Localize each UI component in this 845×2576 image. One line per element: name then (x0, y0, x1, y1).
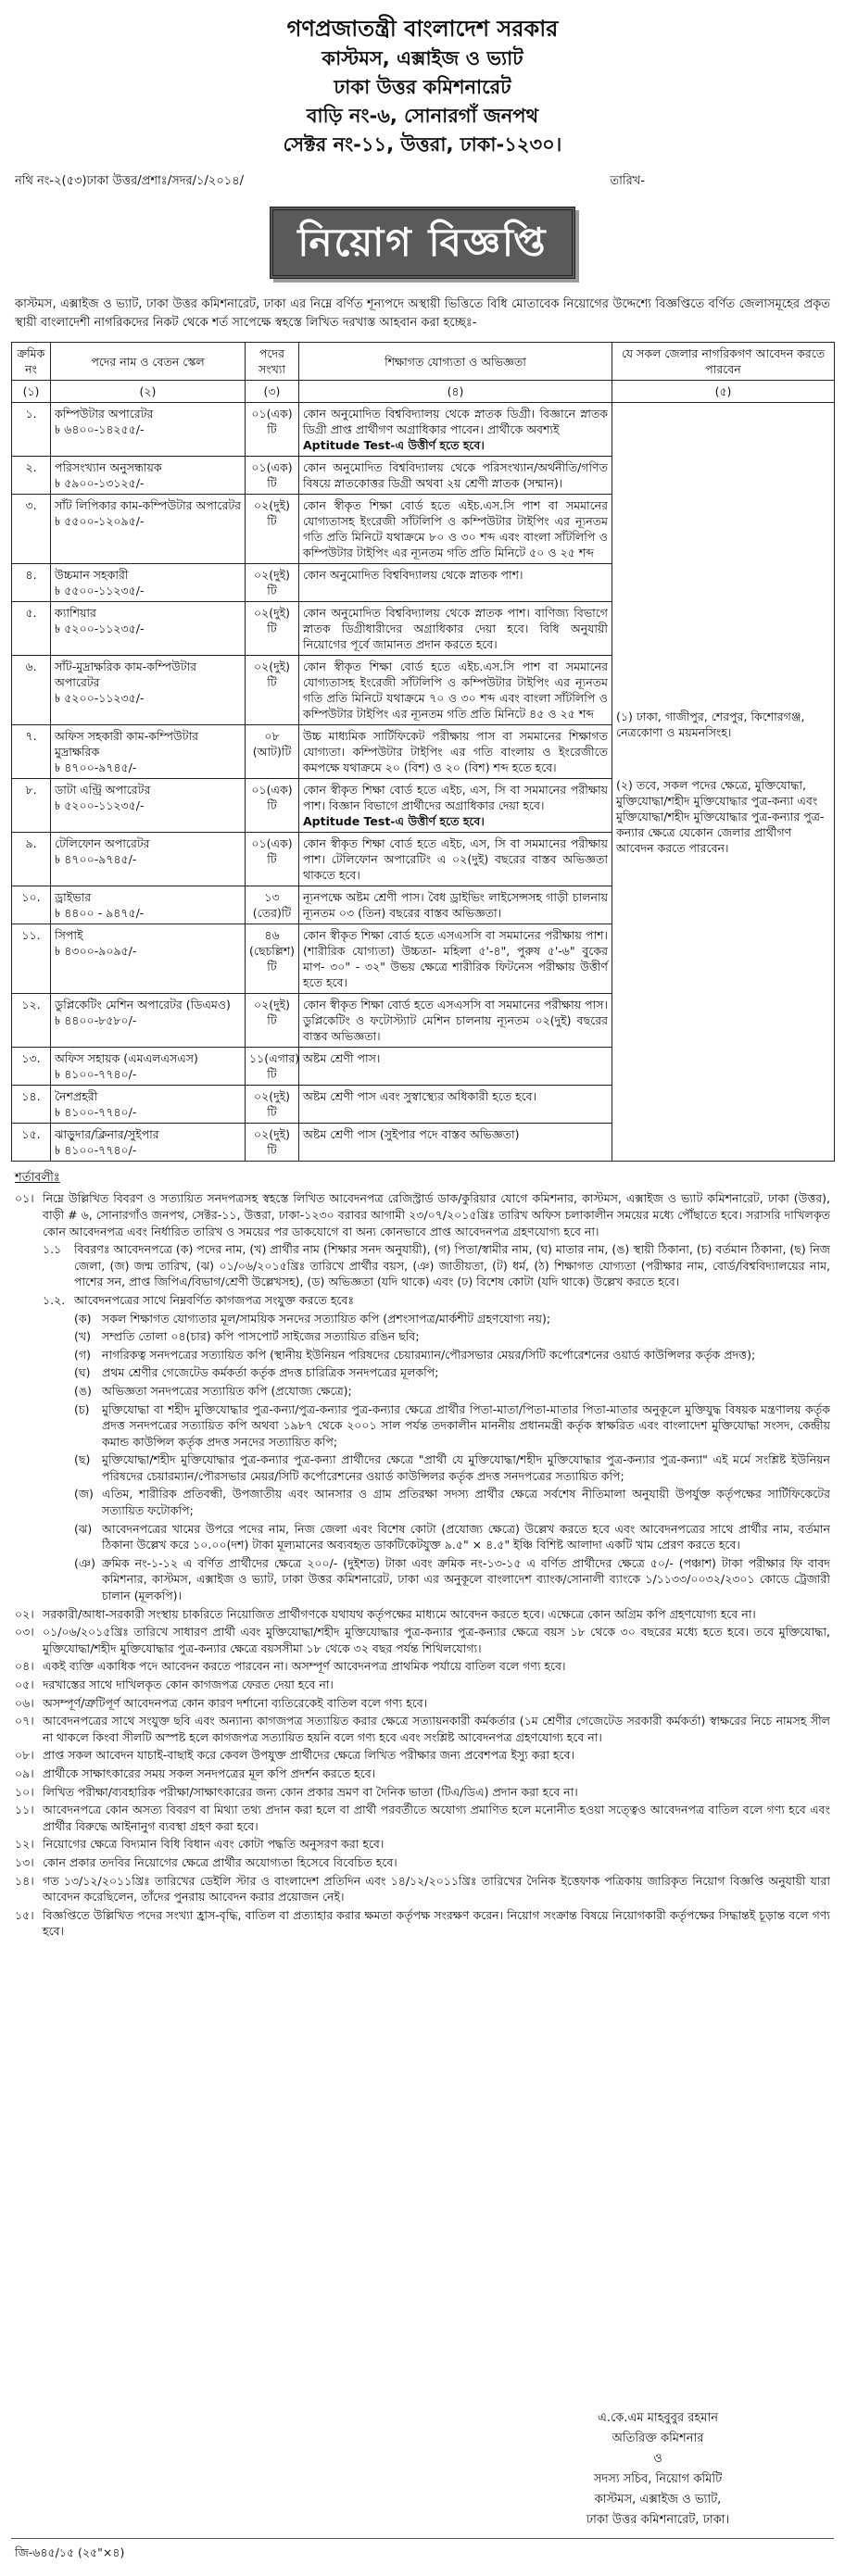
term-subitem (43, 1292, 830, 1309)
qualification-cell (299, 656, 612, 725)
qualification-cell (299, 924, 612, 994)
qualification-cell (299, 779, 612, 833)
term-subitem (43, 1241, 830, 1290)
reference-line (11, 174, 834, 190)
term-text: সকল শিক্ষাগত যোগ্যতার মূল/সাময়িক সনদের সত্যায়িত কপি (প্রশংসাপত্র/মার্কশীট গ্রহণযোগ্য নয়); (102, 1311, 551, 1326)
term-text: প্রাপ্ত সকল আবেদন যাচাই-বাছাই করে কেবল উপযুক্ত প্রার্থীদের ক্ষেত্রে লিখিত পরীক্ষার জন্য প্রবেশপত্র ইস্যু করা হবে। (43, 1748, 574, 1763)
qualification-cell (299, 403, 612, 457)
term-text: আবেদনপত্রে কোন অসত্য বিবরণ বা মিথ্যা তথ্য প্রদান করা হলে বা প্রার্থী পরবর্তীতে অযোগ্য প্রমাণিত হলে মনোনীত হওয়া সত্ত্বেও আবেদনপত্র বাতিল বলে গণ্য হবে এবং প্রার্থীর বিরুদ্ধে আইনানুগ ব্যবস্থা গ্রহণ করা হবে। (43, 1803, 830, 1833)
term-item (15, 1606, 830, 1623)
term-number: ০৬। (15, 1695, 34, 1710)
row-post-cell (51, 833, 246, 886)
term-number: ১.১ (43, 1242, 62, 1257)
row-post-cell (51, 1048, 246, 1086)
term-text: প্রার্থীকে সাক্ষাৎকারের সময় সকল সনদপত্রের মূল কপি প্রদর্শন করতে হবে। (43, 1766, 376, 1780)
post-count: ০২(দুই) টি (246, 564, 299, 602)
term-number: ১৪। (15, 1873, 34, 1888)
post-name: ডাটা এন্ট্রি অপারেটর (55, 783, 151, 798)
row-serial: ১৫. (12, 1124, 51, 1162)
post-name: উচ্চমান সহকারী (55, 568, 129, 583)
row-post-cell (51, 656, 246, 725)
term-text: সম্প্রতি তোলা ০৪(চার) কপি পাসপোর্ট সাইজের সত্যায়িত রঙিন ছবি; (102, 1329, 420, 1344)
table-row (12, 403, 835, 457)
row-serial: ১৪. (12, 1086, 51, 1124)
pay-scale: ৳ ৪১০০-৭৭৪০/- (55, 1143, 137, 1158)
post-name: সিপাই (55, 928, 83, 943)
pay-scale: ৳ ৬৪০০-১৪২৫৫/- (55, 422, 145, 437)
term-number: ১৩। (15, 1854, 34, 1869)
qualification-cell (299, 564, 612, 602)
term-number: ০৫। (15, 1678, 34, 1691)
term-item (15, 1677, 830, 1693)
document-item (74, 1401, 830, 1451)
qualification-text: কোন স্বীকৃত শিক্ষা বোর্ড হতে এসএসসি বা সমমানের পরীক্ষায় পাস। ডুপ্লিকেটিং ও ফটোস্ট্যাট মেশিন চালনায় ন্যূনতম ০২(দুই) বছরের বাস্তব অভিজ্ঞতা। (303, 998, 608, 1044)
post-count: ০১(এক) টি (246, 833, 299, 886)
term-text: নিয়োগের ক্ষেত্রে বিদ্যমান বিধি বিধান এবং কোটা পদ্ধতি অনুসরণ করা হবে। (43, 1837, 385, 1852)
pay-scale: ৳ ৪৩০০-৯০৯৫/- (55, 944, 137, 959)
term-text: এতিম, শারীরিক প্রতিবন্ধী, উপজাতীয় এবং আনসার ও গ্রাম প্রতিরক্ষা সদস্য প্রার্থীর ক্ষেত্রে সর্বশেষ নীতিমালা অনুযায়ী উপর্যুক্ত কর্তৃপক্ষের সার্টিফিকেটের সত্যায়িত ফটোকপি; (102, 1487, 830, 1518)
qualification-cell (299, 457, 612, 495)
document-item (74, 1521, 830, 1553)
post-count: ১১(এগার) টি (246, 1048, 299, 1086)
term-number: ১.২. (43, 1292, 66, 1307)
signatory-title: অতিরিক্ত কমিশনার (612, 2431, 704, 2445)
post-count: ০১(এক) টি (246, 403, 299, 457)
post-count: ০১(এক) টি (246, 457, 299, 495)
post-count: ০২(দুই) টি (246, 1086, 299, 1124)
terms-section (11, 1190, 834, 1940)
row-post-cell (51, 994, 246, 1048)
row-post-cell (51, 1086, 246, 1124)
commissionerate-name: ঢাকা উত্তর কমিশনারেট (334, 76, 511, 98)
footer-divider (11, 2538, 834, 2539)
qualification-cell (299, 833, 612, 886)
qualification-text: কোন অনুমোদিত বিশ্ববিদ্যালয় থেকে পরিসংখ্যান/অর্থনীতি/গণিত বিষয়ে স্নাতকোত্তর ডিগ্রী অথবা ২য় শ্রেণী স্নাতক (সম্মান)। (303, 460, 608, 491)
row-serial: ৮. (12, 779, 51, 833)
term-number: ১৫। (15, 1907, 34, 1922)
index-cell: (৫) (612, 381, 835, 403)
document-item (74, 1347, 830, 1363)
term-text: গত ১৩/১২/২০১১খ্রিঃ তারিখের ডেইলি স্টার ও বাংলাদেশ প্রতিদিন এবং ১৪/১২/২০১১খ্রিঃ তারিখের দৈনিক ইত্তেফাক পত্রিকায় জারিকৃত নিয়োগ বিজ্ঞপ্তি অনুযায়ী যারা আবেদন করেছিলেন, তাঁদের পুনরায় আবেদন করার প্রয়োজন নেই। (43, 1873, 830, 1904)
qualification-text: কোন অনুমোদিত বিশ্ববিদ্যালয় থেকে স্নাতক পাশ। (303, 568, 523, 583)
term-item (15, 1766, 830, 1782)
term-text: লিখিত পরীক্ষা/ব্যবহারিক পরীক্ষা/সাক্ষাৎকারের জন্য কোন প্রকার ভ্রমণ বা দৈনিক ভাতা (টিএ/ডিএ) প্রদান করা হবে না। (43, 1784, 578, 1799)
header-post-count: পদের সংখ্যা (246, 343, 299, 381)
header-qualification: শিক্ষাগত যোগ্যতা ও অভিজ্ঞতা (299, 343, 612, 381)
address-line-1: বাড়ি নং-৬, সোনারগাঁ জনপথ (306, 105, 539, 127)
row-serial: ৩. (12, 495, 51, 564)
date-label: তারিখ- (610, 174, 645, 188)
row-serial: ৯. (12, 833, 51, 886)
document-item (74, 1364, 830, 1381)
term-number: (ঞ) (74, 1555, 95, 1570)
post-count: ০২(দুই) টি (246, 1124, 299, 1162)
term-item (15, 1190, 830, 1239)
file-number: নথি নং-২(৫৩)ঢাকা উত্তর/প্রশাঃ/সদর/১/২০১৪/ (15, 174, 245, 188)
post-count: ০৮ (আট)টি (246, 725, 299, 779)
pay-scale: ৳ ৫৫০০-১২০৯৫/- (55, 514, 145, 529)
row-post-cell (51, 886, 246, 924)
qualification-text: কোন স্বীকৃত শিক্ষা বোর্ড হতে এইচ.এস.সি পাশ বা সমমানের যোগ্যতাসহ ইংরেজী সাঁটলিপি ও কম্পিউটার টাইপিং এর ন্যূনতম গতি প্রতি মিনিটে যথাক্রমে ৭০ ও ৩০ শব্দ এবং বাংলা সাঁটলিপি ও কম্পিউটার টাইপিং এর ন্যূনতম গতি প্রতি মিনিটে ৪৫ ও ২৫ শব্দ (303, 660, 608, 722)
post-name: কম্পিউটার অপারেটর (55, 407, 154, 421)
term-item (15, 1624, 830, 1656)
post-name: পরিসংখ্যান অনুসন্ধায়ক (55, 460, 162, 475)
row-serial: ৪. (12, 564, 51, 602)
index-cell: (১) (12, 381, 51, 403)
term-item (15, 1747, 830, 1764)
term-number: (ক) (74, 1311, 92, 1326)
government-title: গণপ্রজাতন্ত্রী বাংলাদেশ সরকার (286, 16, 559, 42)
row-serial: ১১. (12, 924, 51, 994)
post-count: ০২(দুই) টি (246, 656, 299, 725)
aptitude-test-note: Aptitude Test-এ উত্তীর্ণ হতে হবে। (303, 438, 485, 453)
document-item (74, 1555, 830, 1604)
term-number: (ঝ) (74, 1521, 93, 1536)
term-text: মুক্তিযোদ্ধা বা শহীদ মুক্তিযোদ্ধার পুত্র-কন্যা/পুত্র-কন্যার পুত্র-কন্যার ক্ষেত্রে প্রার্থীর পিতা-মাতা/পিতা-মাতার পিতা-মাতার অনুকূলে মুক্তিযুদ্ধ বিষয়ক মন্ত্রণালয় কর্তৃক প্রদত্ত সনদপত্রের সত্যায়িত কপি অথবা ১৯৮৭ থেকে ২০০১ সাল পর্যন্ত তদকালীন মাননীয় প্রধানমন্ত্রী কর্তৃক স্বাক্ষরিত এবং বাংলাদেশ মুক্তিযোদ্ধা সংসদ, কেন্দ্রীয় কমান্ড কাউন্সিল কর্তৃক প্রদত্ত সনদের সত্যায়িত কপি; (102, 1401, 830, 1449)
term-number: ১০। (15, 1784, 34, 1799)
row-post-cell (51, 403, 246, 457)
term-text: ০১/০৬/২০১৫খ্রিঃ তারিখে সাধারণ প্রার্থী এবং মুক্তিযোদ্ধা/শহীদ মুক্তিযোদ্ধার পুত্র-কন্যার পুত্র-কন্যার ক্ষেত্রে বয়স ১৮ থেকে ৩০ বছরের মধ্যে হতে হবে। তবে মুক্তিযোদ্ধা, মুক্তিযোদ্ধা/শহীদ মুক্তিযোদ্ধার পুত্র-কন্যার ক্ষেত্রে বয়সসীমা ১৮ থেকে ৩২ বছর পর্যন্ত শিথিলযোগ্য। (43, 1625, 830, 1655)
pay-scale: ৳ ৫৯০০-১৩১২৫/- (55, 476, 145, 491)
qualification-text: কোন স্বীকৃত শিক্ষা বোর্ড হতে এসএসসি বা সমমানের পরীক্ষায় পাশ। (শারীরিক যোগ্যতা) উচ্চতা- মহিলা ৫'-৪", পুরুষ ৫'-৬" বুকের মাপ- ৩০" - ৩২" উভয় ক্ষেত্রে শারীরিক ফিটনেস পরীক্ষায় উত্তীর্ণ হতে হবে। (303, 928, 608, 990)
qualification-cell (299, 1048, 612, 1086)
row-post-cell (51, 457, 246, 495)
post-count: ০২(দুই) টি (246, 495, 299, 564)
term-text: নিম্নে উল্লিখিত বিবরণ ও সত্যায়িত সনদপত্রসহ স্বহস্তে লিখিত আবেদনপত্র রেজিস্ট্রার্ড ডাক/কুরিয়ার যোগে কমিশনার, কাস্টমস, এক্সাইজ ও ভ্যাট কমিশনারেট, ঢাকা (উত্তর), বাড়ী # ৬, সোনারগাঁও জনপথ, সেক্টর-১১, উত্তরা, ঢাকা-১২৩০ বরাবর আগামী ২৩/০৭/২০১৫খ্রিঃ তারিখ অফিস চলাকালীন সময়ের মধ্যে পৌঁছাতে হবে। সরাসরি দাখিলকৃত কোন আবেদনপত্র এবং নির্ধারিত তারিখ ও সময়ের পর ডাকযোগে বা অন্য কোনভাবে প্রাপ্ত আবেদনপত্র গ্রহণযোগ্য হবে না। (43, 1191, 830, 1238)
row-post-cell (51, 779, 246, 833)
row-serial: ৫. (12, 602, 51, 656)
post-name: অফিস সহায়ক (এমএলএসএস) (55, 1051, 198, 1066)
districts-list: (১) ঢাকা, গাজীপুর, শেরপুর, কিশোরগঞ্জ, নেত্রকোণা ও ময়মনসিংহ। (616, 709, 805, 739)
table-header-row (12, 343, 835, 381)
document-item (74, 1311, 830, 1327)
qualification-cell (299, 1086, 612, 1124)
document-item (74, 1486, 830, 1518)
recruitment-banner: নিয়োগ বিজ্ঞপ্তি (270, 207, 574, 280)
post-name: নৈশপ্রহরী (55, 1089, 98, 1104)
pay-scale: ৳ ৪১০০-৭৭৪০/- (55, 1067, 137, 1082)
document-item (74, 1328, 830, 1345)
row-post-cell (51, 725, 246, 779)
term-number: ১১। (15, 1803, 34, 1817)
row-serial: ৭. (12, 725, 51, 779)
term-number: (জ) (74, 1487, 94, 1502)
post-name: টেলিফোন অপারেটর (55, 836, 150, 851)
table-index-row (12, 381, 835, 403)
term-number: ০৯। (15, 1766, 34, 1780)
header-serial: ক্রমিক নং (12, 343, 51, 381)
qualification-cell (299, 1124, 612, 1162)
term-item (15, 1784, 830, 1801)
post-name: সাঁট-মুদ্রাক্ষরিক কাম-কম্পিউটার অপারেটর (55, 660, 197, 690)
banner-wrap (11, 207, 834, 280)
eligible-districts-cell (612, 403, 835, 1162)
index-cell: (৪) (299, 381, 612, 403)
qualification-text: ন্যূনপক্ষে অষ্টম শ্রেণী পাস। বৈধ ড্রাইভিং লাইসেন্সসহ গাড়ী চালনায় ন্যূনতম ০৩ (তিন) বছরের বাস্তব অভিজ্ঞতা। (303, 890, 608, 921)
term-number: ০৪। (15, 1659, 34, 1674)
row-post-cell (51, 495, 246, 564)
office-header (11, 13, 834, 159)
qualification-cell (299, 725, 612, 779)
row-serial: ৬. (12, 656, 51, 725)
term-text: বিজ্ঞপ্তিতে উল্লিখিত পদের সংখ্যা হ্রাস-বৃদ্ধি, বাতিল বা প্রত্যাহার করার ক্ষমতা কর্তৃপক্ষ সংরক্ষণ করেন। নিয়োগ সংক্রান্ত বিষয়ে নিয়োগকারী কর্তৃপক্ষের সিদ্ধান্তই চূড়ান্ত বলে গণ্য হবে। (43, 1907, 830, 1939)
term-item (15, 1802, 830, 1834)
term-text: কোন প্রকার তদবির নিয়োগের ক্ষেত্রে প্রার্থীর অযোগ্যতা হিসেবে বিবেচিত হবে। (43, 1854, 397, 1869)
header-districts: যে সকল জেলার নাগরিকগণ আবেদন করতে পারবেন (612, 343, 835, 381)
signatory-office: ঢাকা উত্তর কমিশনারেট, ঢাকা। (586, 2513, 730, 2527)
term-number: (গ) (74, 1347, 91, 1362)
document-item (74, 1383, 830, 1400)
post-count: ০১(এক) টি (246, 779, 299, 833)
term-item (15, 1836, 830, 1853)
term-text: দরখাস্তের সাথে দাখিলকৃত কোন কাগজপত্র ফেরত দেয়া হবে না। (43, 1678, 334, 1691)
term-text: অসম্পূর্ণ/ত্রুটিপূর্ণ আবেদনপত্র কোন কারণ দর্শানো ব্যতিরেকেই বাতিল বলে গণ্য হবে। (43, 1695, 428, 1710)
qualification-text: অষ্টম শ্রেণী পাস (সুইপার পদে বাস্তব অভিজ্ঞতা) (303, 1127, 520, 1142)
memo-code: জি-৬৪৫/১৫ (২৫"×৪) (15, 2545, 125, 2559)
post-count: ৪৬ (ছেচল্লিশ) টি (246, 924, 299, 994)
term-number: ০৮। (15, 1748, 34, 1763)
post-count: ০২(দুই) টি (246, 602, 299, 656)
qualification-text: কোন স্বীকৃত শিক্ষা বোর্ড হতে এইচ, এস, সি বা সমমানের পরীক্ষায় পাশ। বিজ্ঞান বিভাগে প্রার্থীদের অগ্রাধিকার দেয়া হবে। (303, 783, 608, 813)
post-name: ড্রাইভার (55, 890, 92, 905)
term-number: (ছ) (74, 1452, 91, 1467)
qualification-text: কোন স্বীকৃত শিক্ষা বোর্ড হতে এইচ.এস.সি পাশ বা সমমানের যোগ্যতাসহ ইংরেজী সাঁটলিপি ও কম্পিউটার টাইপিং এর ন্যূনতম গতি প্রতি মিনিটে যথাক্রমে ৮০ ও ৩০ শব্দ এবং বাংলা সাঁটলিপি ও কম্পিউটার টাইপিং এর ন্যূনতম গতি প্রতি মিনিটে ৫০ ও ২৫ শব্দ (303, 498, 608, 560)
pay-scale: ৳ ৫২০০-১১২৩৫/- (55, 798, 145, 813)
terms-title: শর্তাবলীঃ (15, 1171, 60, 1186)
qualification-cell (299, 994, 612, 1048)
term-text: আবেদনপত্রের খামের উপরে পদের নাম, নিজ জেলা এবং বিশেষ কোটা (প্রযোজ্য ক্ষেত্রে) উল্লেখ করতে হবে এবং আবেদনপত্রের সাথে প্রার্থীর নাম, বর্তমান ঠিকানা উল্লেখ করে ১০.০০(দশ) টাকা মূল্যমানের অব্যবহৃত ডাকটিকেটযুক্ত ৯.৫" × ৪.৫" ইঞ্চি বিশিষ্ট আলাদা একটি খাম প্রেরণ করতে হবে। (102, 1521, 830, 1552)
document-item (74, 1451, 830, 1484)
post-name: ঝাড়ুদার/ক্লিনার/সুইপার (55, 1127, 159, 1142)
term-item (15, 1695, 830, 1712)
pay-scale: ৳ ৪৪০০-৮৫৮০/- (55, 1013, 137, 1028)
qualification-cell (299, 495, 612, 564)
signatory-department: কাস্টমস, এক্সাইজ ও ভ্যাট, (594, 2493, 722, 2507)
post-count: ১৩ (তের)টি (246, 886, 299, 924)
table-body (12, 403, 835, 1162)
header-post-name: পদের নাম ও বেতন স্কেল (51, 343, 246, 381)
term-text: সরকারী/আধা-সরকারী সংস্থায় চাকরিতে নিয়োজিত প্রার্থীগণকে যথাযথ কর্তৃপক্ষের মাধ্যমে আবেদন করতে হবে। এক্ষেত্রে কোন অগ্রিম কপি গ্রহণযোগ্য হবে না। (43, 1606, 756, 1621)
term-text: নাগরিকত্ব সনদপত্রের সত্যায়িত কপি (স্থানীয় ইউনিয়ন পরিষদের চেয়ারম্যান/পৌরসভার মেয়র/সিটি কর্পোরেশনের ওয়ার্ড কাউন্সিলর কর্তৃক প্রদত্ত); (102, 1347, 756, 1362)
post-name: সাঁট লিপিকার কাম-কম্পিউটার অপারেটর (55, 498, 242, 513)
address-line-2: সেক্টর নং-১১, উত্তরা, ঢাকা-১২৩০। (283, 133, 562, 156)
qualification-text: উচ্চ মাধ্যমিক সার্টিফিকেট পরীক্ষায় পাস বা সমমানের শিক্ষাগত যোগ্যতা। কম্পিউটার টাইপিং এর গতি বাংলায় ও ইংরেজীতে কমপক্ষে যথাক্রমে ২০ (বিশ) ও ২০ (বিশ) শব্দ হতে হবে। (303, 729, 608, 775)
freedom-fighter-quota-note: (২) তবে, সকল পদের ক্ষেত্রে, মুক্তিযোদ্ধা, মুক্তিযোদ্ধা/শহীদ মুক্তিযোদ্ধার পুত্র-কন্যা এবং মুক্তিযোদ্ধা/শহীদ মুক্তিযোদ্ধার পুত্র-কন্যার পুত্র-কন্যার ক্ষেত্রে যেকোন জেলার প্রার্থীগণ আবেদন করতে পারবেন। (616, 777, 825, 855)
pay-scale: ৳ ৫৫০০-১১২৩৫/- (55, 584, 145, 598)
row-post-cell (51, 1124, 246, 1162)
qualification-text: কোন অনুমোদিত বিশ্ববিদ্যালয় থেকে স্নাতক ডিগ্রী। বিজ্ঞানে স্নাতক ডিগ্রী প্রাপ্ত প্রার্থীগণ অগ্রাধিকার পাবেন। প্রার্থীকে অবশ্যই (303, 407, 608, 437)
term-number: (চ) (74, 1401, 90, 1416)
term-text: একই ব্যক্তি একাধিক পদে আবেদন করতে পারবেন না। অসম্পূর্ণ আবেদনপত্র প্রাথমিক পর্যায়ে বাতিল বলে গণ্য হবে। (43, 1659, 566, 1674)
term-number: (ঘ) (74, 1365, 91, 1380)
intro-paragraph: কাস্টমস, এক্সাইজ ও ভ্যাট, ঢাকা উত্তর কমিশনারেট, ঢাকা এর নিম্নে বর্ণিত শূন্যপদে অস্থায়ী ভিত্তিতে বিধি মোতাবেক নিয়োগের উদ্দেশ্যে বিজ্ঞপ্তিতে বর্ণিত জেলাসমূহের প্রকৃত স্থায়ী বাংলাদেশী নাগরিকদের নিকট থেকে শর্ত সাপেক্ষে স্বহস্তে লিখিত দরখাস্ত আহবান করা হচ্ছেঃ- (15, 297, 830, 331)
vacancy-table (11, 342, 835, 1162)
term-item (15, 1854, 830, 1871)
qualification-text: কোন স্বীকৃত শিক্ষা বোর্ড হতে এইচ, এস, সি বা সমমানের পরীক্ষায় পাশ। টেলিফোন অপারেটিং এ ০২(দুই) বছরের বাস্তব অভিজ্ঞতা থাকতে হবে। (303, 836, 608, 883)
post-name: ক্যাশিয়ার (55, 606, 96, 621)
qualification-text: কোন অনুমোদিত বিশ্ববিদ্যালয় থেকে স্নাতক পাশ। বাণিজ্য বিভাগে স্নাতক ডিগ্রীধারীদের অগ্রাধিকার দেয়া হবে। বিধি অনুযায়ী নিয়োগের পূর্বে জামানত প্রদান করতে হবে। (303, 606, 608, 652)
row-serial: ১৩. (12, 1048, 51, 1086)
signatory-name: এ.কে.এম মাহবুবুর রহমান (597, 2411, 719, 2425)
row-serial: ১০. (12, 886, 51, 924)
pay-scale: ৳ ৫২০০-১১২৩৫/- (55, 691, 145, 706)
term-item (15, 1658, 830, 1675)
term-text: আবেদনপত্রের সাথে নিম্নবর্ণিত কাগজপত্র সংযুক্ত করতে হবেঃ (74, 1292, 355, 1307)
qualification-text: অষ্টম শ্রেণী পাস। (303, 1051, 381, 1066)
signature-block (519, 2408, 797, 2531)
term-item (15, 1907, 830, 1940)
qualification-text: অষ্টম শ্রেণী পাস এবং সুস্বাস্থ্যের অধিকারী হতে হবে। (303, 1089, 537, 1104)
row-serial: ২. (12, 457, 51, 495)
term-number: ০৩। (15, 1625, 34, 1640)
post-name: ডুপ্লিকেটিং মেশিন অপারেটর (ডিএমও) (55, 998, 231, 1012)
index-cell: (২) (51, 381, 246, 403)
row-post-cell (51, 602, 246, 656)
post-name: অফিস সহকারী কাম-কম্পিউটার মুদ্রাক্ষরিক (55, 729, 199, 760)
signatory-role: সদস্য সচিব, নিয়োগ কমিটি (593, 2472, 723, 2486)
term-number: ০৭। (15, 1714, 34, 1728)
pay-scale: ৳ ৪৭০০-৯৭৪৫/- (55, 760, 137, 775)
pay-scale: ৳ ৪৪০০ - ৯৪৭৫/- (55, 906, 145, 921)
aptitude-test-note: Aptitude Test-এ উত্তীর্ণ হতে হবে। (303, 814, 485, 829)
post-count: ০২(দুই) টি (246, 994, 299, 1048)
term-item (15, 1873, 830, 1905)
term-text: মুক্তিযোদ্ধা/শহীদ মুক্তিযোদ্ধার পুত্র-কন্যার পুত্র-কন্যা প্রার্থীদের ক্ষেত্রে "প্রার্থী যে মুক্তিযোদ্ধা/শহীদ মুক্তিযোদ্ধার পুত্র-কন্যার পুত্র-কন্যা" এই মর্মে সংশ্লিষ্ট ইউনিয়ন পরিষদের চেয়ারম্যান/পৌরসভার মেয়র/সিটি কর্পোরেশনের ওয়ার্ড কাউন্সিলর কর্তৃক প্রদত্ত সনদপত্রের সত্যায়িত কপি; (102, 1452, 830, 1483)
qualification-cell (299, 886, 612, 924)
qualification-cell (299, 602, 612, 656)
term-text: আবেদনপত্রের সাথে সংযুক্ত ছবি এবং অন্যান্য কাগজপত্র সত্যায়িত করার ক্ষেত্রে সত্যায়নকারী কর্মকর্তার (১ম শ্রেণীর গেজেটেড সরকারী কর্মকর্তা) স্বাক্ষরের নিচে নামসহ সীল না থাকলে কিংবা সীলটি অস্পষ্ট হলে কাগজপত্র সত্যায়িত হয়নি বলে গণ্য হবে এবং সংশ্লিষ্ট আবেদনপত্র গ্রহণযোগ্য হবে না। (43, 1714, 830, 1744)
row-serial: ১. (12, 403, 51, 457)
term-number: ০১। (15, 1191, 34, 1206)
row-post-cell (51, 564, 246, 602)
term-number: (ঙ) (74, 1383, 92, 1398)
term-number: ০২। (15, 1606, 34, 1621)
term-text: ক্রমিক নং-১-১২ এ বর্ণিত প্রার্থীদের ক্ষেত্রে ২০০/- (দুইশত) টাকা এবং ক্রমিক নং-১৩-১৫ এ বর্ণিত প্রার্থীদের ক্ষেত্রে ৫০/- (পঞ্চাশ) টাকা পরীক্ষার ফি বাবদ কমিশনার, কাস্টমস, এক্সাইজ ও ভ্যাট, ঢাকা উত্তর কমিশনারেট, ঢাকা এর অনুকূলে বাংলাদেশ ব্যাংক/সোনালী ব্যাংকে ১/১১৩৩/০০৩২/২৩০১ কোডে ট্রেজারী চালান (মূলকপি)। (102, 1555, 830, 1603)
row-post-cell (51, 924, 246, 994)
term-text: বিবরণঃ আবেদনপত্রে (ক) পদের নাম, (খ) প্রার্থীর নাম (শিক্ষার সনদ অনুযায়ী), (গ) পিতা/স্বামীর নাম, (ঘ) মাতার নাম, (ঙ) স্থায়ী ঠিকানা, (চ) বর্তমান ঠিকানা, (ছ) নিজ জেলা, (জ) জন্ম তারিখ, (ঝ) ০১/০৬/২০১৫খ্রিঃ তারিখে প্রার্থীর বয়স, (ঞ) জাতীয়তা, (ট) ধর্ম, (ঠ) শিক্ষাগত যোগ্যতা (পরীক্ষার নাম, বোর্ড/বিশ্ববিদ্যালয়ের নাম, পাশের সন, প্রাপ্ত জিপিএ/বিভাগ/শ্রেণী উল্লেখসহ), (ড) অভিজ্ঞতা (যদি থাকে) এবং (ঢ) বিশেষ কোটা (যদি থাকে) উল্লেখ করতে হবে। (74, 1242, 830, 1289)
term-item (15, 1713, 830, 1745)
signatory-conjunction: ও (653, 2452, 662, 2466)
row-serial: ১২. (12, 994, 51, 1048)
pay-scale: ৳ ৪৭০০-৯৭৪৫/- (55, 852, 137, 867)
index-cell: (৩) (246, 381, 299, 403)
term-number: (খ) (74, 1329, 91, 1344)
pay-scale: ৳ ৫২০০-১১২৩৫/- (55, 622, 145, 636)
department-name: কাস্টমস, এক্সাইজ ও ভ্যাট (322, 47, 523, 69)
term-text: প্রথম শ্রেণীর গেজেটেড কর্মকর্তা কর্তৃক প্রদত্ত চারিত্রিক সনদপত্রের মূলকপি; (102, 1365, 439, 1380)
term-text: অভিজ্ঞতা সনদপত্রের সত্যায়িত কপি (প্রযোজ্য ক্ষেত্রে); (102, 1383, 352, 1398)
term-number: ১২। (15, 1837, 34, 1852)
pay-scale: ৳ ৪১০০-৭৭৪০/- (55, 1105, 137, 1120)
